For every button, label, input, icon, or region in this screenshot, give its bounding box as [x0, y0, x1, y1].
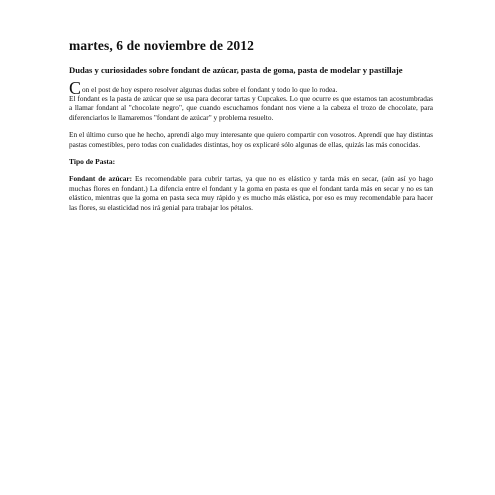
fondant-term: Fondant de azúcar: [69, 174, 133, 184]
post-date: martes, 6 de noviembre de 2012 [69, 38, 254, 53]
fondant-description: Es recomendable para cubrir tartas, ya que no es elástico y tarda más en secar, (aún así yo hago muchas flores en fondant.) La difencia entre el fondant y la goma en pasta es que el fondant tarda más en secar y no es tan elástico, mientras que la goma en pasta seca muy rápido y es mucho más elástica, por eso es muy recomendable para hacer las flores, su elasticidad nos irá genial para trabajar los pétalos. [69, 174, 433, 212]
post-title: Dudas y curiosidades sobre fondant de azúcar, pasta de goma, pasta de modelar y pastillaje [69, 65, 403, 75]
drop-cap-letter: C [69, 77, 82, 98]
intro-body: El fondant es la pasta de azúcar que se usa para decorar tartas y Cupcakes. Lo que ocurre es que estamos tan acostumbradas a llamar fondant al "chocolate negro", que cuando escuchamos fondant nos viene a la cabeza el trozo de chocolate, para diferenciarlos le llamaremos "fondant de azúcar" y problema resuelto. [69, 94, 433, 122]
intro-paragraph [69, 77, 433, 123]
section-heading-paste-type: Tipo de Pasta: [69, 157, 116, 167]
course-paragraph: En el último curso que he hecho, aprendí algo muy interesante que quiero compartir con vosotros. Aprendí que hay distintas pastas comestibles, pero todas con cualidades distintas, hoy os explicaré sólo algunas de ellas, quizás las más conocidas. [69, 130, 433, 149]
intro-first-line: on el post de hoy espero resolver algunas dudas sobre el fondant y todo lo que lo rodea. [82, 84, 338, 94]
fondant-paragraph [69, 174, 433, 212]
blog-post [69, 38, 433, 212]
